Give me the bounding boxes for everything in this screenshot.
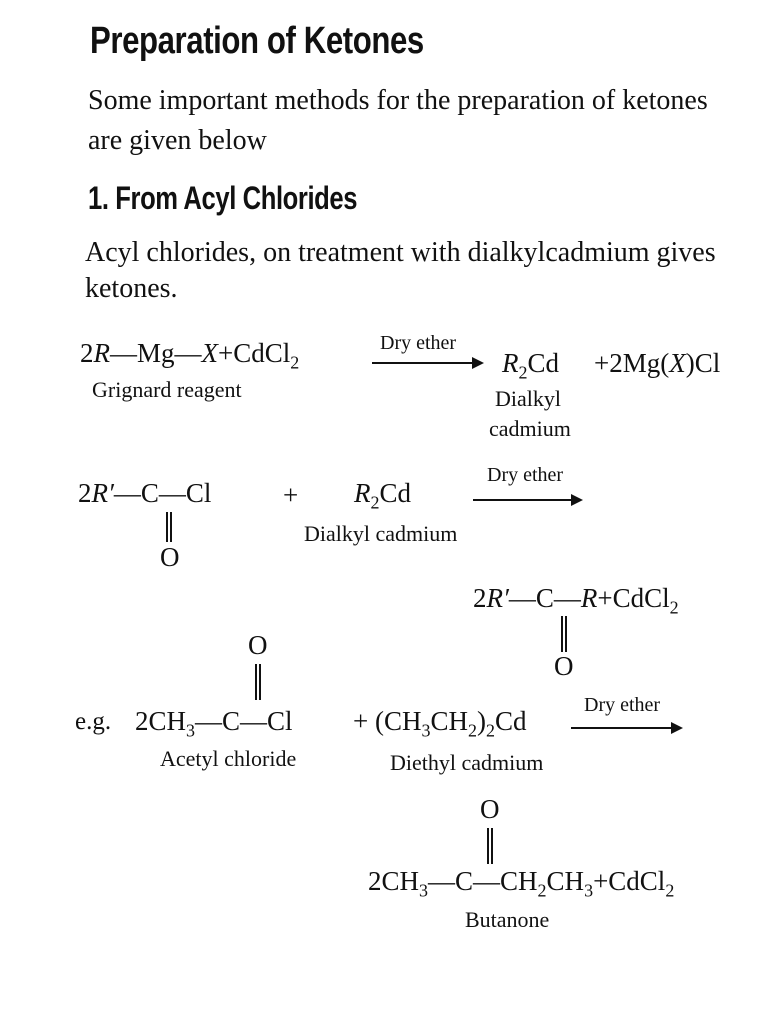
diethyl-cadmium-label: Diethyl cadmium <box>390 750 544 775</box>
grignard-reagent-label: Grignard reagent <box>92 377 242 402</box>
acetyl-chloride-label: Acetyl chloride <box>160 746 297 771</box>
reaction2-reactant: 2R′—C—Cl <box>78 478 212 508</box>
reaction2-product-oxygen: O <box>554 651 574 681</box>
reaction2-product: 2R′—C—R+CdCl$_2$ <box>473 583 679 618</box>
butanone-label: Butanone <box>465 907 550 932</box>
dialkyl-cadmium-label-1: Dialkyl <box>495 386 561 411</box>
reaction1-arrow <box>372 362 482 364</box>
intro-line-1: Some important methods for the preparation of ketones <box>88 85 708 116</box>
reaction1-condition: Dry ether <box>380 332 457 354</box>
reaction1-byproduct: +2Mg(X)Cl <box>594 348 721 378</box>
intro-line-2: are given below <box>88 125 267 156</box>
reaction2-product-double-bond <box>561 616 567 652</box>
reaction1-product: $R_2Cd$ <box>502 348 560 383</box>
dialkyl-cadmium-label-2: cadmium <box>489 416 571 441</box>
example-product: $2CH_3—C—CH_2CH_3+CdCl_2$ <box>368 866 675 901</box>
page-title: Preparation of Ketones <box>90 20 424 62</box>
example-product-double-bond <box>487 828 493 864</box>
example-reactant-double-bond <box>255 664 261 700</box>
reaction2-reagent-label: Dialkyl cadmium <box>304 521 458 546</box>
reaction2-condition: Dry ether <box>487 464 564 486</box>
example-reactant-oxygen: O <box>248 630 268 660</box>
section-text-line-2: ketones. <box>85 273 178 304</box>
example-reactant: $2CH_3—C—Cl$ <box>135 706 293 741</box>
example-prefix: e.g. <box>75 708 112 735</box>
reaction2-double-bond <box>166 512 172 542</box>
example-reagent: + $(CH_3CH_2)_2Cd$ <box>353 706 527 741</box>
section-text-line-1: Acyl chlorides, on treatment with dialkylcadmium gives <box>85 237 716 268</box>
reaction2-reagent: $R_2Cd$ <box>354 478 412 513</box>
example-condition: Dry ether <box>584 694 661 716</box>
section-heading: 1. From Acyl Chlorides <box>88 180 358 216</box>
reaction1-reactants: 2R—Mg—X+CdCl$_2$ <box>80 338 300 373</box>
reaction2-plus: + <box>283 480 299 510</box>
example-product-oxygen: O <box>480 794 500 824</box>
example-arrow <box>571 727 681 729</box>
reaction2-arrow <box>473 499 581 501</box>
reaction2-oxygen: O <box>160 542 180 572</box>
